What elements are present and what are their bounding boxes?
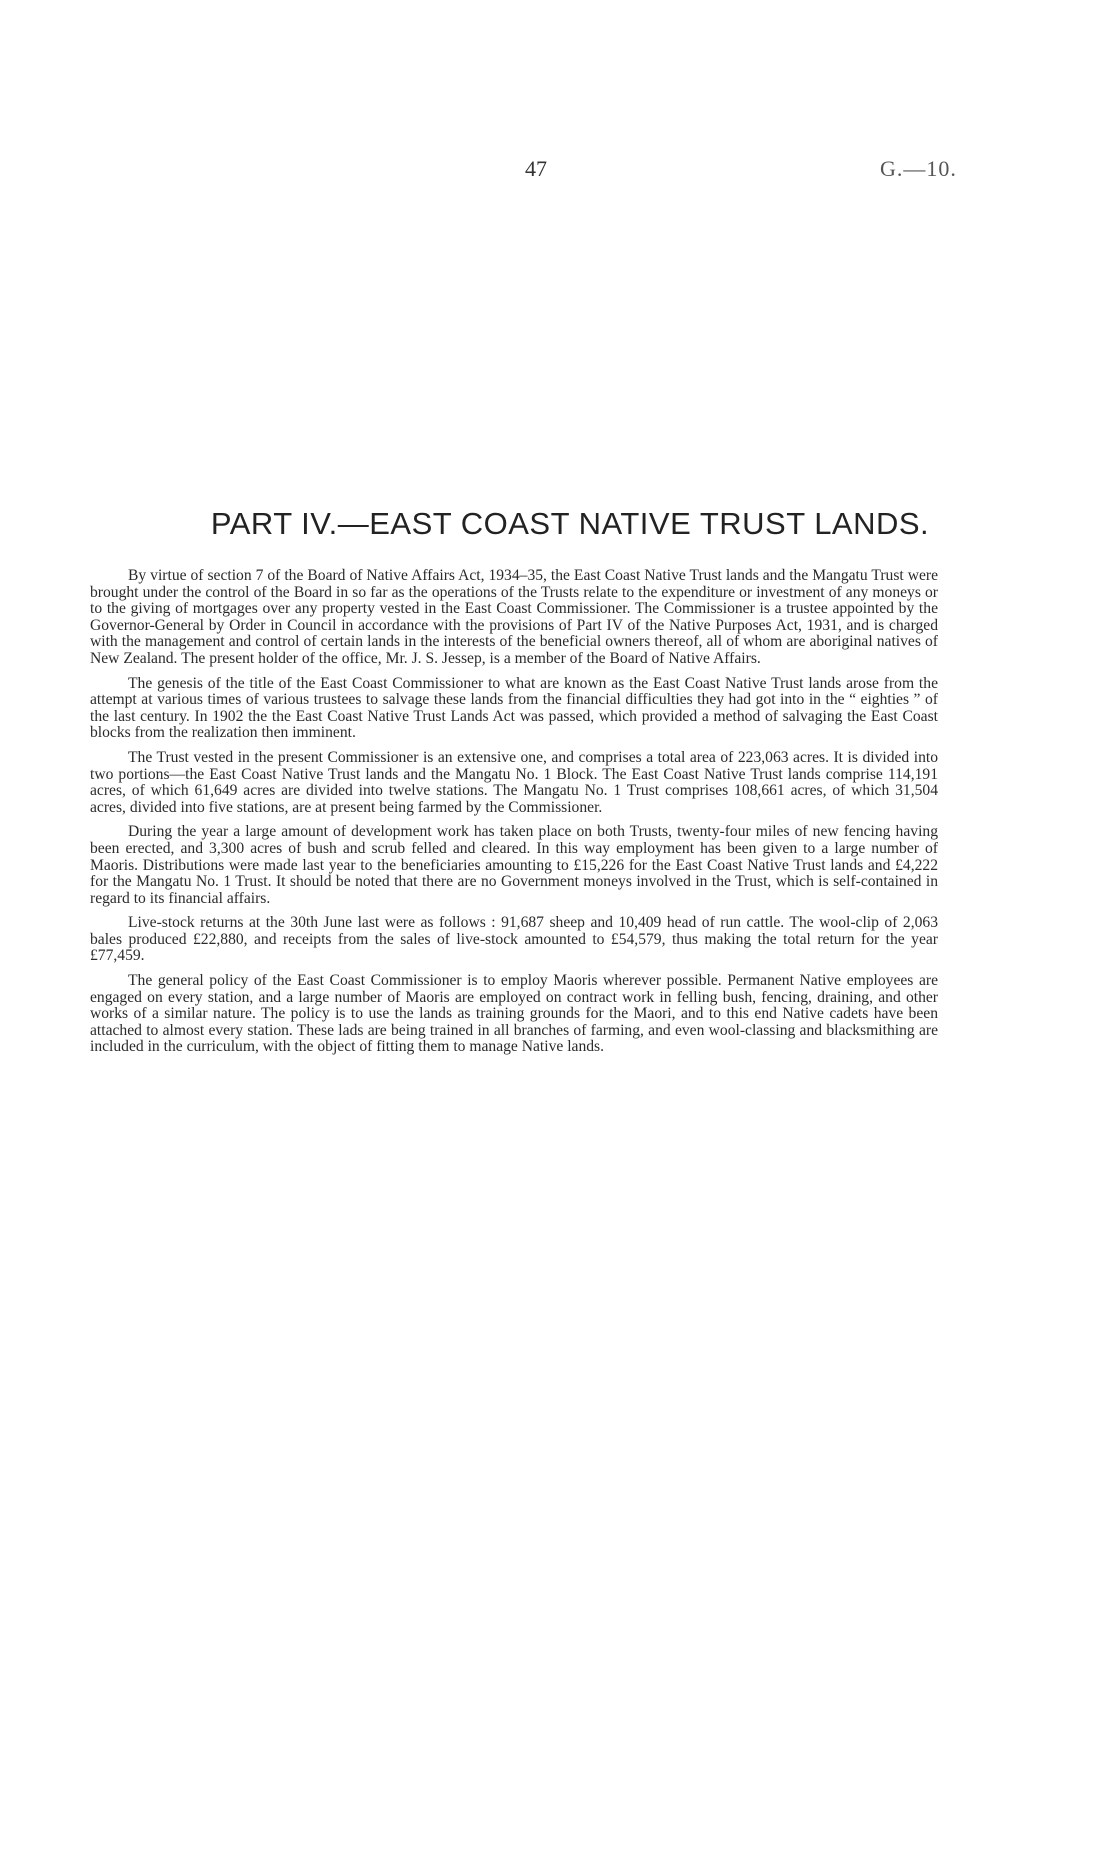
document-reference: G.—10. [880,156,957,181]
paragraph: The genesis of the title of the East Coast Commissioner to what are known as the East Coast Native Trust lands arose from the attempt at various times of various trustees to salvage these lands from the financial difficulties they had got into in the “ eighties ” of the last century. In 1902 the the East Coast Native Trust Lands Act was passed, which provided a method of salvaging the East Coast blocks from the realization then imminent. [90,674,938,742]
body-text [90,568,938,1064]
paragraph: Live-stock returns at the 30th June last were as follows : 91,687 sheep and 10,409 head of run cattle. The wool-clip of 2,063 bales produced £22,880, and receipts from the sales of live-stock amounted to £54,579, thus making the total return for the year £77,459. [90,914,938,965]
paragraph: During the year a large amount of development work has taken place on both Trusts, twenty-four miles of new fencing having been erected, and 3,300 acres of bush and scrub felled and cleared. In this way employment has been given to a large number of Maoris. Distributions were made last year to the beneficiaries amounting to £15,226 for the East Coast Native Trust lands and £4,222 for the Mangatu No. 1 Trust. It should be noted that there are no Government moneys involved in the Trust, which is self-contained in regard to its financial affairs. [90,823,938,907]
part-title: PART IV.—EAST COAST NATIVE TRUST LANDS. [210,506,930,541]
paragraph: The general policy of the East Coast Commissioner is to employ Maoris wherever possible. Permanent Native employees are engaged on every station, and a large number of Maoris are employed on contract work in felling bush, fencing, draining, and other works of a similar nature. The policy is to use the lands as training grounds for the Maori, and to this end Native cadets have been attached to almost every station. These lads are being trained in all branches of farming, and even wool-classing and blacksmithing are included in the curriculum, with the object of fitting them to manage Native lands. [90,972,938,1056]
paragraph: By virtue of section 7 of the Board of Native Affairs Act, 1934–35, the East Coast Native Trust lands and the Mangatu Trust were brought under the control of the Board in so far as the operations of the Trusts relate to the expenditure or investment of any moneys or to the giving of mortgages over any property vested in the East Coast Commissioner. The Commissioner is a trustee appointed by the Governor-General by Order in Council in accordance with the provisions of Part IV of the Native Purposes Act, 1931, and is charged with the management and control of certain lands in the interests of the beneficial owners thereof, all of whom are aboriginal natives of New Zealand. The present holder of the office, Mr. J. S. Jessep, is a member of the Board of Native Affairs. [90,567,938,667]
page-number: 47 [525,156,547,181]
paragraph: The Trust vested in the present Commissioner is an extensive one, and comprises a total area of 223,063 acres. It is divided into two portions—the East Coast Native Trust lands and the Mangatu No. 1 Block. The East Coast Native Trust lands comprise 114,191 acres, of which 61,649 acres are divided into twelve stations. The Mangatu No. 1 Trust comprises 108,661 acres, of which 31,504 acres, divided into five stations, are at present being farmed by the Commissioner. [90,748,938,816]
